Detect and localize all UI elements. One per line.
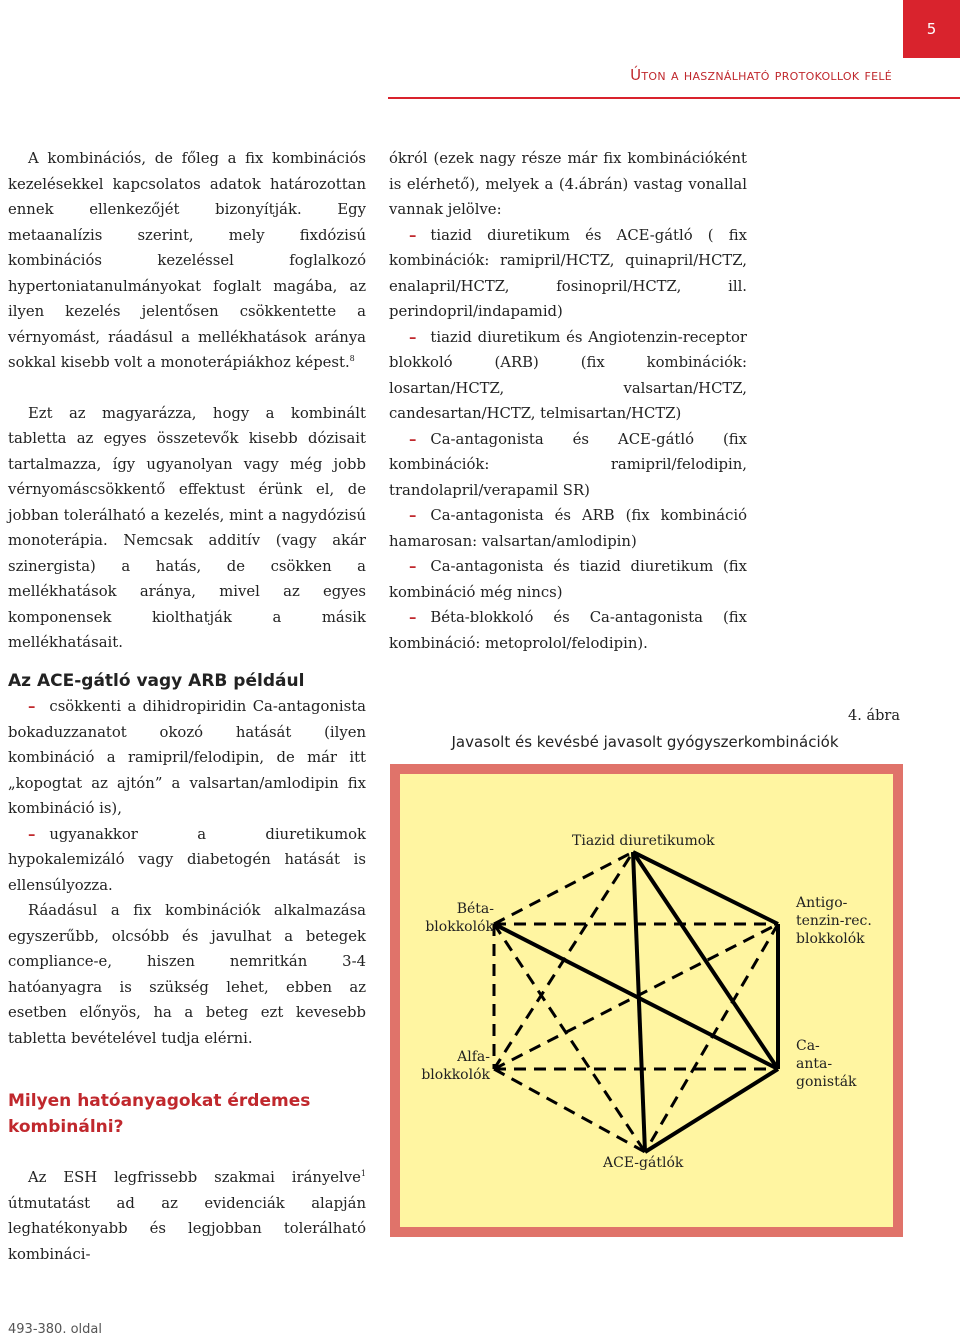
reference-mark: 8 xyxy=(349,354,355,364)
list-item-text: ugyanakkor a diuretikumok hypokalemizáló vagy diabetogén hatását is ellensúlyozza. xyxy=(8,825,366,894)
edge-dashed xyxy=(494,852,633,924)
node-ace-inhibitors: ACE-gátlók xyxy=(603,1155,684,1171)
paragraph-text: Az ESH legfrissebb szakmai irányelve xyxy=(28,1169,361,1186)
list-item-text: Béta-blokkoló és Ca-antagonista (fix kombináció: metoprolol/felodipin). xyxy=(389,609,747,652)
section-heading: Milyen hatóanyagokat érdemes kombinálni? xyxy=(8,1091,311,1137)
bullet-dash: – xyxy=(28,825,36,843)
bullet-dash: – xyxy=(409,226,417,244)
node-arb: Antigo- tenzin-rec. blokkolók xyxy=(796,895,872,947)
page-number-badge xyxy=(903,0,960,58)
paragraph: Ráadásul a fix kombinációk alkalmazása egyszerűbb, olcsóbb és javulhat a betegek compliance-e, hiszen nemritkán 3-4 hatóanyagra is szükség lehet, ebben az esetben előnyös, ha a beteg ezt kevesebb tabletta bevételével tudja elérni. xyxy=(8,902,366,1047)
paragraph: ókról (ezek nagy része már fix kombinációként is elérhető), melyek a (4.ábrán) vastag vonallal vannak jelölve: xyxy=(389,150,747,218)
edge-solid xyxy=(645,1069,778,1152)
page-reference: 493-380. oldal xyxy=(8,1322,102,1337)
list-item xyxy=(389,605,747,656)
list-item-text: Ca-antagonista és ACE-gátló (fix kombinációk: ramipril/felodipin, trandolapril/verapamil SR) xyxy=(389,430,747,499)
section-heading: Az ACE-gátló vagy ARB például xyxy=(8,670,305,691)
right-column xyxy=(389,146,747,656)
node-beta-blockers: Béta- blokkolók xyxy=(425,901,494,935)
list-item-text: tiazid diuretikum és ACE-gátló ( fix kombinációk: ramipril/HCTZ, quinapril/HCTZ, enalapril/HCTZ, fosinopril/HCTZ, ill. perindopril/indapamid) xyxy=(389,226,747,320)
left-column xyxy=(8,146,366,1267)
list-item xyxy=(8,822,366,899)
bullet-dash: – xyxy=(28,698,36,715)
running-title: Úton a használható protokollok felé xyxy=(630,66,892,84)
list-item xyxy=(8,694,366,822)
paragraph xyxy=(8,1165,366,1267)
bullet-dash: – xyxy=(409,507,417,524)
bullet-dash: – xyxy=(409,558,417,575)
list-item-text: tiazid diuretikum és Angiotenzin-receptor blokkoló (ARB) (fix kombinációk: losartan/HCTZ, valsartan/HCTZ, candesartan/HCTZ, telmisartan/HCTZ) xyxy=(389,328,747,422)
node-ca-antagonists: Ca- anta- gonisták xyxy=(796,1038,857,1090)
list-item xyxy=(389,427,747,504)
reference-mark: 1 xyxy=(360,1169,366,1179)
bullet-dash: – xyxy=(409,430,417,448)
paragraph-text: A kombinációs, de főleg a fix kombinációs kezelésekkel kapcsolatos adatok határozottan ennek ellenkezőjét bizonyítják. Egy metaanalízis szerint, mely fixdózisú kombinációs kezeléssel foglalkozó hypertoniatanulmányokat foglalt magába, az ilyen kezelés jelentősen csökkentette a vérnyomást, ráadásul a mellékhatások aránya sokkal kisebb volt a monoterápiákhoz képest. xyxy=(8,150,366,371)
list-item xyxy=(389,223,747,325)
bullet-dash: – xyxy=(409,609,417,626)
node-alpha-blockers: Alfa- blokkolók xyxy=(421,1049,490,1083)
list-item xyxy=(389,554,747,605)
edge-dashed xyxy=(494,924,645,1152)
figure-label: 4. ábra xyxy=(848,708,900,724)
list-item xyxy=(389,503,747,554)
figure-title: Javasolt és kevésbé javasolt gyógyszerkombinációk xyxy=(451,733,839,751)
list-item xyxy=(389,325,747,427)
node-thiazide-diuretics: Tiazid diuretikumok xyxy=(572,833,715,849)
paragraph-text: útmutatást ad az evidenciák alapján leghatékonyabb és legjobban tolerálható kombináci- xyxy=(8,1194,366,1263)
list-item-text: Ca-antagonista és ARB (fix kombináció hamarosan: valsartan/amlodipin) xyxy=(389,507,747,550)
bullet-dash: – xyxy=(409,328,417,346)
paragraph xyxy=(8,146,366,376)
list-item-text: csökkenti a dihidropiridin Ca-antagonista bokaduzzanatot okozó hatását (ilyen kombináció a ramipril/felodipin, de már itt „kopogtat az ajtón” a valsartan/amlodipin fix kombináció is), xyxy=(8,698,366,817)
paragraph: Ezt az magyarázza, hogy a kombinált tabletta az egyes összetevők kisebb dózisait tartalmazza, így ugyanolyan vagy még jobb vérnyomáscsökkentő effektust érünk el, de jobban tolerálható a kezelés, mint a nagydózisú monoterápia. Nemcsak additív (vagy akár szinergista) a hatás, de csökken a mellékhatások aránya, mivel az egyes komponensek kiolthatják a másik mellékhatásait. xyxy=(8,404,366,651)
page-number: 5 xyxy=(926,20,937,38)
edge-dashed xyxy=(494,1069,645,1152)
list-item-text: Ca-antagonista és tiazid diuretikum (fix kombináció még nincs) xyxy=(389,558,747,601)
header-rule xyxy=(388,97,960,99)
